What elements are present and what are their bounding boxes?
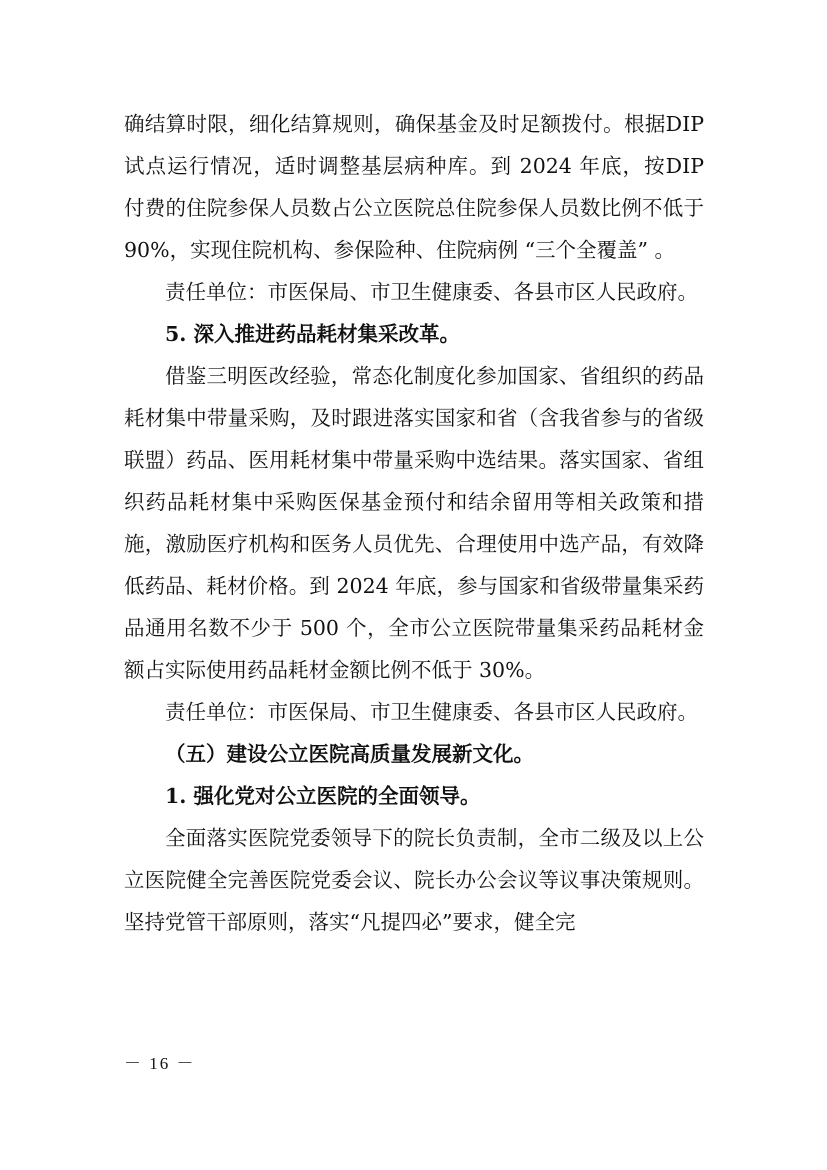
heading-procurement-reform: 5. 深入推进药品耗材集采改革。 [165, 322, 461, 346]
document-body [124, 103, 704, 943]
heading-section-five: （五）建设公立医院高质量发展新文化。 [165, 742, 534, 766]
heading-party-leadership: 1. 强化党对公立医院的全面领导。 [165, 784, 481, 808]
paragraph-procurement: 借鉴三明医改经验，常态化制度化参加国家、省组织的药品耗材集中带量采购，及时跟进落实国家和省（含我省参与的省级联盟）药品、医用耗材集中带量采购中选结果。落实国家、省组织药品耗材集中采购医保基金预付和结余留用等相关政策和措施，激励医疗机构和医务人员优先、合理使用中选产品，有效降低药品、耗材价格。到 2024 年底，参与国家和省级带量集采药品通用名数不少于 500 个，全市公立医院带量集采药品耗材金额占实际使用药品耗材金额比例不低于 30%。 [124, 364, 704, 682]
paragraph-responsible-units-1: 责任单位：市医保局、市卫生健康委、各县市区人民政府。 [165, 280, 698, 304]
page-number: － 16 － [124, 1054, 196, 1073]
paragraph-settlement: 确结算时限，细化结算规则，确保基金及时足额拨付。根据DIP 试点运行情况，适时调整基层病种库。到 2024 年底，按DIP 付费的住院参保人员数占公立医院总住院参保人员数比例不低于 90%，实现住院机构、参保险种、住院病例 “三个全覆盖” 。 [124, 112, 704, 262]
paragraph-responsible-units-2: 责任单位：市医保局、市卫生健康委、各县市区人民政府。 [165, 700, 698, 724]
paragraph-party-leadership: 全面落实医院党委领导下的院长负责制，全市二级及以上公立医院健全完善医院党委会议、院长办公会议等议事决策规则。坚持党管干部原则，落实“凡提四必”要求，健全完 [124, 826, 704, 934]
